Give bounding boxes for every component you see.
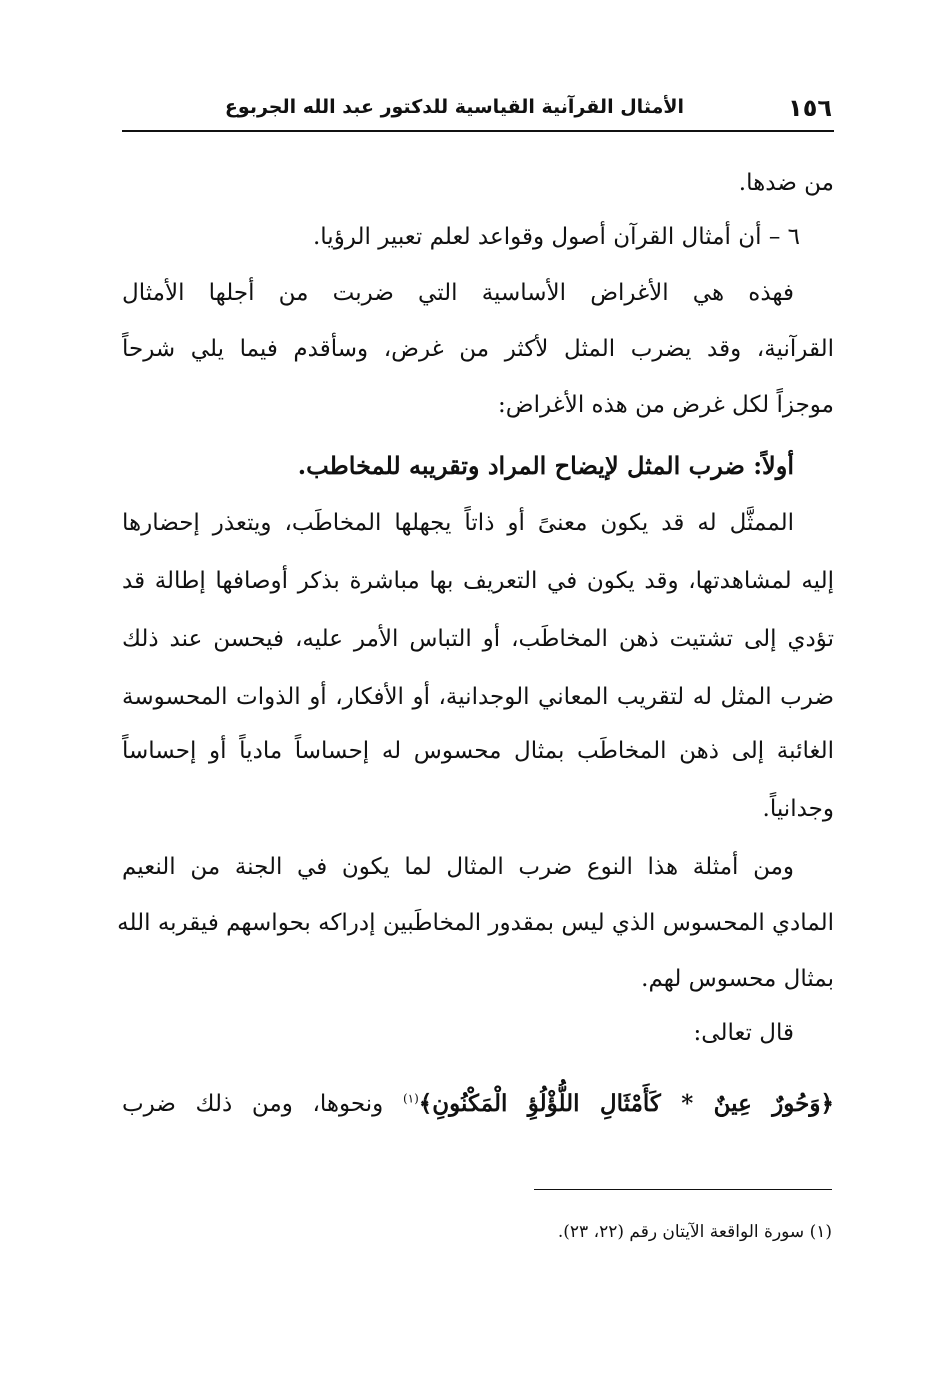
footnote-ref: (١): [402, 1091, 419, 1106]
page-number: ١٥٦: [788, 94, 832, 122]
running-title: الأمثال القرآنية القياسية للدكتور عبد الله الجربوع: [224, 96, 684, 118]
text-line: القرآنية، وقد يضرب المثل لأكثر من غرض، وسأقدم فيما يلي شرحاً: [122, 336, 834, 362]
verse-line: [122, 1090, 834, 1119]
text-line: بمثال محسوس لهم.: [641, 966, 834, 992]
text-line: ومن أمثلة هذا النوع ضرب المثال لما يكون في الجنة من النعيم: [122, 854, 794, 880]
text-line: المادي المحسوس الذي ليس بمقدور المخاطَبين إدراكه بحواسهم فيقربه الله: [117, 910, 834, 936]
text-line: الممثَّل له قد يكون معنىً أو ذاتاً يجهلها المخاطَب، ويتعذر إحضارها: [122, 510, 794, 536]
text-line: موجزاً لكل غرض من هذه الأغراض:: [498, 392, 834, 418]
quran-verse: ﴿وَحُورٌ عِينٌ * كَأَمْثَالِ اللُّؤْلُؤِ الْمَكْنُونِ﴾: [418, 1090, 834, 1117]
footnote-rule: [534, 1189, 832, 1190]
text-line: الغائبة إلى ذهن المخاطَب بمثال محسوس له إحساساً مادياً أو إحساساً: [122, 738, 834, 764]
page-header: [122, 92, 834, 132]
text-line: قال تعالى:: [693, 1020, 794, 1046]
text-line: من ضدها.: [738, 170, 834, 196]
list-item-6: ٦ – أن أمثال القرآن أصول وقواعد لعلم تعبير الرؤيا.: [312, 224, 800, 250]
text-line: فهذه هي الأغراض الأساسية التي ضربت من أجلها الأمثال: [122, 280, 794, 306]
text-line: تؤدي إلى تشتيت ذهن المخاطَب، أو التباس الأمر عليه، فيحسن عند ذلك: [122, 626, 834, 652]
section-heading: أولاً: ضرب المثل لإيضاح المراد وتقريبه للمخاطب.: [297, 451, 794, 480]
text-line: ضرب المثل له لتقريب المعاني الوجدانية، أو الأفكار، أو الذوات المحسوسة: [122, 684, 834, 710]
text-line: وجدانياً.: [762, 796, 834, 822]
footnote: (١) سورة الواقعة الآيتان رقم (٢٢، ٢٣).: [557, 1222, 832, 1242]
text-line: إليه لمشاهدتها، وقد يكون في التعريف بها مباشرة بذكر أوصافها إطالة قد: [122, 568, 834, 594]
verse-tail-text: ونحوها، ومن ذلك ضرب: [122, 1091, 403, 1117]
